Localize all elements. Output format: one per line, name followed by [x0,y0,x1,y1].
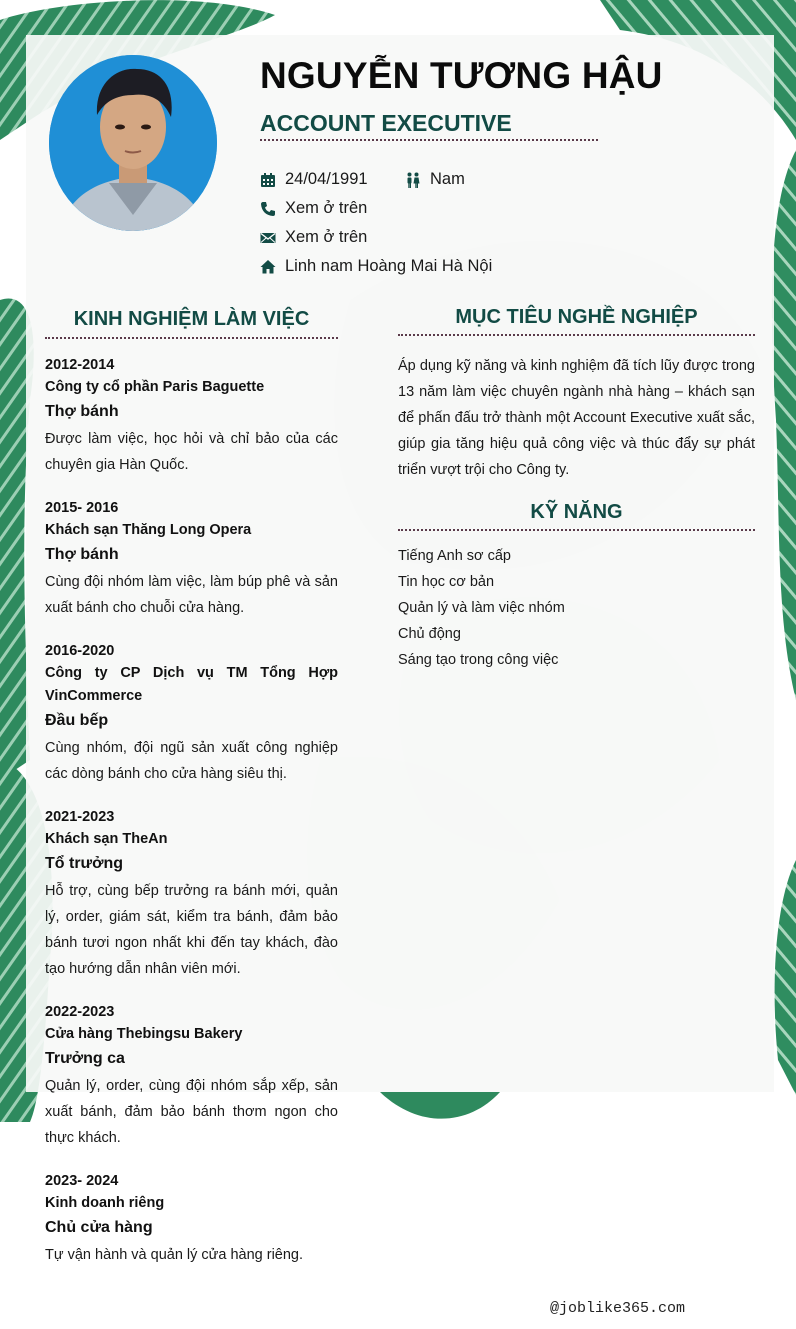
experience-role: Chủ cửa hàng [45,1219,153,1236]
gender-value: Nam [430,170,465,188]
experience-divider [45,337,338,339]
address-row [260,257,492,276]
experience-period: 2015- 2016 [45,500,119,516]
address-value: Linh nam Hoàng Mai Hà Nội [285,257,493,275]
avatar-portrait [49,55,217,231]
birthdate-value: 24/04/1991 [285,170,368,188]
experience-heading: KINH NGHIỆM LÀM VIỆC [73,308,310,330]
experience-item [45,1002,338,1151]
experience-description: Được làm việc, học hỏi và chỉ bảo của các chuyên gia Hàn Quốc. [45,431,338,473]
experience-period: 2012-2014 [45,357,115,373]
experience-description: Quản lý, order, cùng đội nhóm sắp xếp, sản xuất bánh, đảm bảo bánh thơm ngon cho thực khách. [45,1078,338,1146]
experience-role: Thợ bánh [45,546,119,563]
gender-row [405,170,465,189]
experience-list [45,355,338,1288]
skill-item: Tiếng Anh sơ cấp [398,548,511,564]
skill-item: Quản lý và làm việc nhóm [398,600,565,616]
candidate-name: NGUYỄN TƯƠNG HẬU [260,55,663,96]
objective-heading: MỤC TIÊU NGHỀ NGHIỆP [455,306,698,328]
email-value: Xem ở trên [285,228,368,246]
skills-heading: KỸ NĂNG [530,501,623,523]
experience-company: Khách sạn TheAn [45,831,168,847]
phone-icon [260,201,276,217]
experience-period: 2022-2023 [45,1004,115,1020]
envelope-icon [260,230,276,246]
experience-company: Công ty cổ phần Paris Baguette [45,379,265,395]
experience-company: Cửa hàng Thebingsu Bakery [45,1026,243,1042]
experience-description: Cùng đội nhóm làm việc, làm búp phê và sản xuất bánh cho chuỗi cửa hàng. [45,574,338,616]
header-divider [260,139,598,141]
experience-item [45,807,338,982]
skills-list [398,543,755,673]
experience-role: Tổ trưởng [45,855,124,872]
calendar-icon [260,172,276,188]
experience-item [45,1171,338,1268]
experience-company: Kinh doanh riêng [45,1195,165,1211]
objective-divider [398,334,755,336]
experience-item [45,355,338,478]
experience-description: Cùng nhóm, đội ngũ sản xuất công nghiệp các dòng bánh cho cửa hàng siêu thị. [45,740,338,782]
experience-item [45,641,338,787]
people-icon [405,172,421,188]
experience-period: 2016-2020 [45,643,115,659]
email-row [260,228,367,247]
home-icon [260,259,276,275]
phone-row [260,199,367,218]
skills-divider [398,529,755,531]
experience-role: Thợ bánh [45,403,119,420]
skill-item: Chủ động [398,626,461,642]
experience-period: 2023- 2024 [45,1173,119,1189]
birthdate-row [260,170,368,189]
experience-company: Khách sạn Thăng Long Opera [45,522,252,538]
experience-description: Hỗ trợ, cùng bếp trưởng ra bánh mới, quản lý, order, giám sát, kiểm tra bánh, đảm bảo bánh tươi ngon nhất khi đến tay khách, đào tạo hướng dẫn nhân viên mới. [45,883,338,977]
experience-description: Tự vận hành và quản lý cửa hàng riêng. [45,1247,304,1263]
experience-role: Đầu bếp [45,712,109,729]
skill-item: Sáng tạo trong công việc [398,652,559,668]
experience-role: Trưởng ca [45,1050,125,1067]
experience-company: Công ty CP Dịch vụ TM Tổng Hợp VinCommerce [45,665,338,704]
experience-item [45,498,338,621]
avatar [49,55,217,231]
footer-watermark: @joblike365.com [550,1300,686,1317]
skill-item: Tin học cơ bản [398,574,495,590]
candidate-position: ACCOUNT EXECUTIVE [260,110,512,136]
experience-period: 2021-2023 [45,809,115,825]
objective-text: Áp dụng kỹ năng và kinh nghiệm đã tích lũy được trong 13 năm làm việc chuyên ngành nhà hàng – khách sạn để phấn đấu trở thành một Account Executive xuất sắc, giúp gia tăng hiệu quả công việc và thúc đẩy sự phát triển vượt trội cho Công ty. [398,358,755,478]
phone-value: Xem ở trên [285,199,368,217]
